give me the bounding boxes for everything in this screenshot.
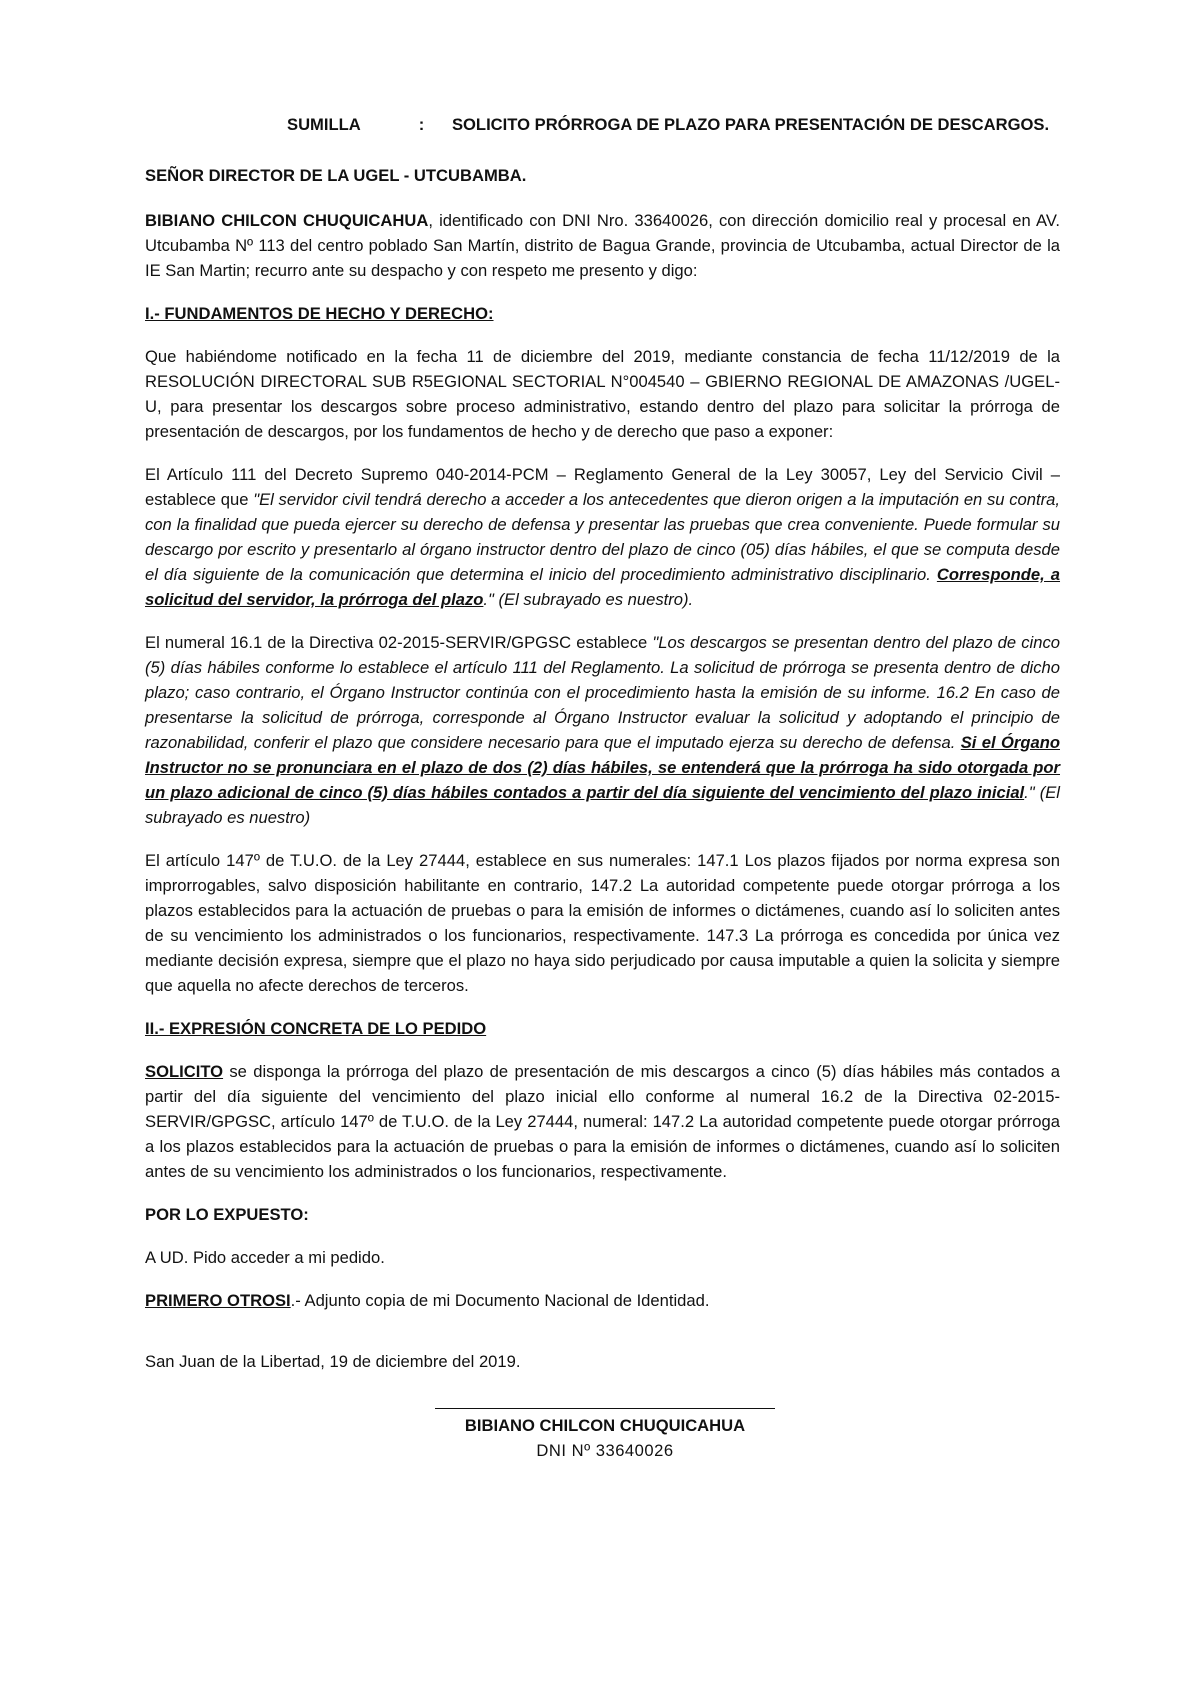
sumilla-colon: : xyxy=(418,115,425,134)
p2-quote: "El servidor civil tendrá derecho a acceder a los antecedentes que dieron origen a la imputación en su contra, con la finalidad que pueda ejercer su derecho de defensa y presentar las pruebas que crea conveniente. Puede formular su descargo por escrito y presentarlo al órgano instructor dentro del plazo de cinco (05) días hábiles, el que se computa desde el día siguiente de la comunicación que determina el inicio del procedimiento administrativo disciplinario. xyxy=(145,490,1060,584)
p3-emphasis: Si el Órgano Instructor no se pronunciara en el plazo de dos (2) días hábiles, se entenderá que la prórroga ha sido otorgada por un plazo adicional de cinco (5) días hábiles contados a partir del día siguiente del vencimiento del plazo inicial xyxy=(145,733,1060,802)
signature-block xyxy=(435,1408,775,1463)
date-line: San Juan de la Libertad, 19 de diciembre del 2019. xyxy=(145,1352,521,1371)
section1-title: I.- FUNDAMENTOS DE HECHO Y DERECHO: xyxy=(145,304,494,323)
addressee: SEÑOR DIRECTOR DE LA UGEL - UTCUBAMBA. xyxy=(145,166,527,185)
p3-end: ." (El subrayado es nuestro) xyxy=(145,783,1060,827)
signature-dni: DNI Nº 33640026 xyxy=(536,1441,674,1460)
intro-paragraph xyxy=(145,208,1060,283)
section2-paragraph xyxy=(145,1059,1060,1184)
signature-line xyxy=(435,1408,775,1409)
section1-paragraph-2 xyxy=(145,462,1060,612)
sumilla-label: SUMILLA xyxy=(287,115,361,134)
section2-title: II.- EXPRESIÓN CONCRETA DE LO PEDIDO xyxy=(145,1019,487,1038)
signature-name: BIBIANO CHILCON CHUQUICAHUA xyxy=(464,1416,746,1435)
section1-paragraph-1: Que habiéndome notificado en la fecha 11 de diciembre del 2019, mediante constancia de fecha 11/12/2019 de la RESOLUCIÓN DIRECTORAL SUB R5EGIONAL SECTORIAL N°004540 – GBIERNO REGIONAL DE AMAZONAS /UGEL-U, para presentar los descargos sobre proceso administrativo, estando dentro del plazo para solicitar la prórroga de presentación de descargos, por los fundamentos de hecho y de derecho que paso a exponer: xyxy=(145,347,1060,441)
intro-name: BIBIANO CHILCON CHUQUICAHUA xyxy=(145,211,429,230)
section1-paragraph-3 xyxy=(145,630,1060,830)
solicito-label: SOLICITO xyxy=(145,1062,224,1081)
sumilla xyxy=(287,112,1060,137)
otrosi-text: .- Adjunto copia de mi Documento Nacional de Identidad. xyxy=(290,1291,710,1310)
section1-paragraph-4: El artículo 147º de T.U.O. de la Ley 27444, establece en sus numerales: 147.1 Los plazos fijados por norma expresa son improrrogables, salvo disposición habilitante en contrario, 147.2 La autoridad competente puede otorgar prórroga a los plazos establecidos para la actuación de pruebas o para la emisión de informes o dictámenes, cuando así lo soliciten antes de su vencimiento los administrados o los funcionarios, respectivamente. 147.3 La prórroga es concedida por única vez mediante decisión expresa, siempre que el plazo no haya sido perjudicado por causa imputable a quien la solicita y siempre que aquella no afecte derechos de terceros. xyxy=(145,851,1060,995)
p3-intro: El numeral 16.1 de la Directiva 02-2015-SERVIR/GPGSC establece xyxy=(145,633,653,652)
por-lo-expuesto: POR LO EXPUESTO: xyxy=(145,1205,309,1224)
otrosi-line xyxy=(145,1288,1060,1313)
p2-end: ." (El subrayado es nuestro). xyxy=(483,590,694,609)
otrosi-label: PRIMERO OTROSI xyxy=(145,1291,291,1310)
p3-quote: "Los descargos se presentan dentro del plazo de cinco (5) días hábiles conforme lo establece el artículo 111 del Reglamento. La solicitud de prórroga se presenta dentro de dicho plazo; caso contrario, el Órgano Instructor continúa con el procedimiento hasta la emisión de su informe. 16.2 En caso de presentarse la solicitud de prórroga, corresponde al Órgano Instructor evaluar la solicitud y adoptando el principio de razonabilidad, conferir el plazo que considere necesario para que el imputado ejerza su derecho de defensa. xyxy=(145,633,1060,752)
request-line: A UD. Pido acceder a mi pedido. xyxy=(145,1248,385,1267)
solicito-text: se disponga la prórroga del plazo de presentación de mis descargos a cinco (5) días hábiles más contados a partir del día siguiente del vencimiento del plazo inicial ello conforme al numeral 16.2 de la Directiva 02-2015-SERVIR/GPGSC, artículo 147º de T.U.O. de la Ley 27444, numeral: 147.2 La autoridad competente puede otorgar prórroga a los plazos establecidos para la actuación de pruebas o para la emisión de informes o dictámenes, cuando así lo soliciten antes de su vencimiento los administrados o los funcionarios, respectivamente. xyxy=(145,1062,1060,1181)
p2-emphasis: Corresponde, a solicitud del servidor, la prórroga del plazo xyxy=(145,565,1061,609)
p2-intro: El Artículo 111 del Decreto Supremo 040-2014-PCM – Reglamento General de la Ley 30057, Ley del Servicio Civil – establece que xyxy=(145,465,1060,509)
intro-text: , identificado con DNI Nro. 33640026, con dirección domicilio real y procesal en AV. Utcubamba Nº 113 del centro poblado San Martín, distrito de Bagua Grande, provincia de Utcubamba, actual Director de la IE San Martin; recurro ante su despacho y con respeto me presento y digo: xyxy=(145,211,1060,280)
sumilla-text: SOLICITO PRÓRROGA DE PLAZO PARA PRESENTACIÓN DE DESCARGOS. xyxy=(451,115,1050,134)
